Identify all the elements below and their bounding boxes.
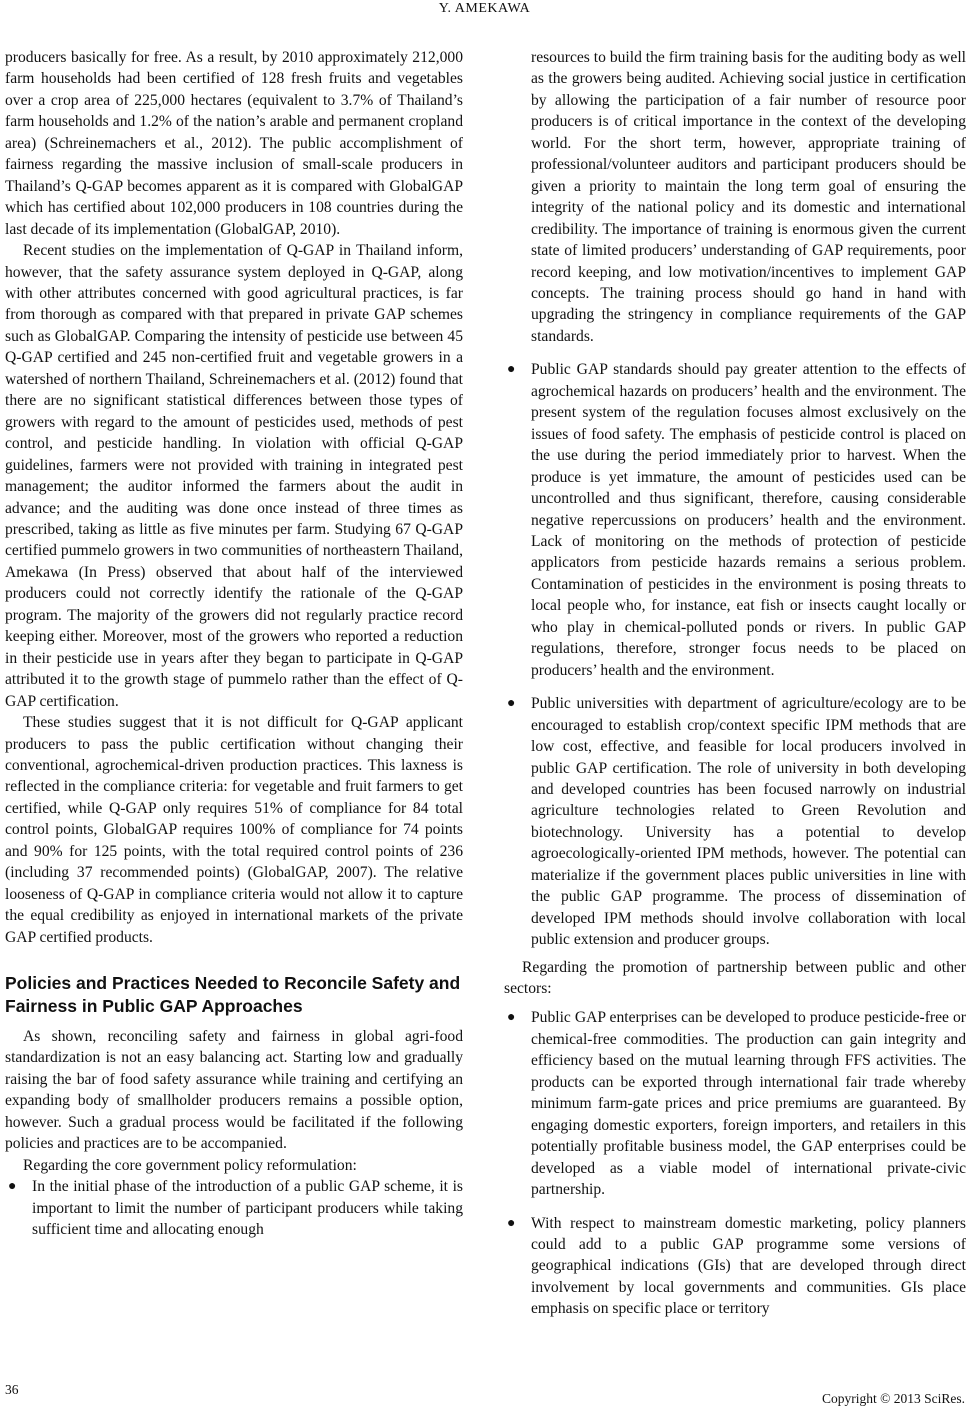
paragraph: Recent studies on the implementation of Q-GAP in Thailand inform, however, that the safety assurance system deployed in Q-GAP, along with other attributes concerned with good agricultural practices, is far from thorough as compared with that prepared in private GAP schemes such as GlobalGAP. Comparing the intensity of pesticide use between 45 Q-GAP certified and 245 non-certified fruit and vegetable growers in a watershed of northern Thailand, Schreinemachers et al. (2012) found that there are no significant statistical differences between those types of growers with regard to the amount of pesticides used, methods of pest control, and pesticide handling. In violation with official Q-GAP guidelines, farmers were not provided with training in integrated pest management; the auditor informed the farmers about the audit in advance; and the auditing was done once instead of three times as prescribed, taking as little as five minutes per farm. Studying 67 Q-GAP certified pummelo growers in two communities of northeastern Thailand, Amekawa (In Press) observed that about half of the interviewed producers could not correctly identify the rationale of the Q-GAP program. The majority of the growers did not regularly practice record keeping either. Moreover, most of the growers who reported a reduction in their pesticide use in years after they began to participate in Q-GAP attributed it to the growth stage of pummelo rather than the effect of Q-GAP certification.	[5, 242, 463, 710]
list-item	[504, 1007, 966, 1200]
list-item	[504, 359, 966, 681]
page-number: 36	[5, 1382, 19, 1397]
bullet-icon: ●	[507, 1010, 516, 1026]
bullet-icon: ●	[507, 1215, 516, 1231]
list-item-text: Public GAP enterprises can be developed to produce pesticide-free or chemical-free commodities. The production can gain integrity and efficiency based on the mutual learning through FFS activities. The products can be exported through international fair trade whereby minimum farm-gate prices and price premiums are guaranteed. By engaging domestic exporters, foreign importers, and retailers in this potentially profitable business model, the GAP enterprises could be developed as a viable model of international private-civic partnership.	[531, 1009, 966, 1199]
right-column	[504, 47, 966, 1320]
list-item-text: Public GAP standards should pay greater attention to the effects of agrochemical hazards on producers’ health and the environment. The present system of the regulation focuses almost exclusively on the issues of food safety. The emphasis of pesticide control is placed on the use during the period immediately prior to harvest. When the produce is yet immature, the amount of pesticides used can be uncontrolled and thus significant, therefore, causing considerable negative repercussions on producers’ health and the environment. Lack of monitoring on the methods of protection of pesticide applicators from pesticide hazards remains a serious problem. Contamination of pesticides in the environment is posing threats to local people who, for instance, eat fish or insects caught locally or who play in chemical-polluted ponds or rivers. In public GAP regulations, therefore, stronger focus needs to be placed on producers’ health and the environment.	[531, 361, 966, 679]
list-item-text: With respect to mainstream domestic marketing, policy planners could add to a public GAP programme some versions of geographical indications (GIs) that are developed through direct involvement by local governments and communities. GIs place emphasis on specific place or territory	[531, 1214, 966, 1318]
paragraph: As shown, reconciling safety and fairness in global agri-food standardization is not an easy balancing act. Starting low and gradually raising the bar of food safety assurance while training and certifying an expanding body of smallholder producers remains a possible option, however. Such a gradual process would be facilitated if the following policies and practices are to be accompanied.	[5, 1028, 463, 1153]
paragraph: Regarding the core government policy reformulation:	[23, 1156, 357, 1174]
bullet-icon: ●	[507, 362, 516, 378]
bullet-list	[5, 1176, 463, 1240]
left-column	[5, 47, 463, 1241]
copyright-notice: Copyright © 2013 SciRes.	[821, 1391, 965, 1406]
list-item	[504, 693, 966, 950]
paragraph: These studies suggest that it is not difficult for Q-GAP applicant producers to pass the public certification without changing their conventional, agrochemical-driven production practices. This laxness is reflected in the compliance criteria: for vegetable and fruit farmers to get certified, while Q-GAP only requires 51% of compliance for 84 total control points, GlobalGAP requires 100% of compliance for 74 points and 90% for 125 points, with the total required control points of 236 (including 37 recommended points) (GlobalGAP, 2007). The relative looseness of Q-GAP in compliance criteria would not allow it to capture the equal credibility as enjoyed in international markets of the private GAP certified products.	[5, 714, 463, 946]
section-heading: Policies and Practices Needed to Reconcile Safety and Fairness in Public GAP Approaches	[5, 973, 461, 1017]
list-item	[5, 1176, 463, 1240]
list-item	[504, 47, 966, 347]
paragraph: producers basically for free. As a result, by 2010 approximately 212,000 farm households had been certified of 128 fresh fruits and vegetables over a crop area of 225,000 hectares (equivalent to 3.7% of Thailand’s farm households and 1.2% of the nation’s arable and permanent cropland area) (Schreinemachers et al., 2012). The public accomplishment of fairness regarding the massive inclusion of small-scale producers in Thailand’s Q-GAP becomes apparent as it is compared with GlobalGAP which has certified about 102,000 producers in 108 countries during the last decade of its implementation (GlobalGAP, 2010).	[5, 49, 463, 238]
bullet-list	[504, 47, 966, 951]
list-item-text: resources to build the firm training basis for the auditing body as well as the growers being audited. Achieving social justice in certification by allowing the participation of a fair number of resource poor producers is of critical importance in the context of the developing world. For the short term, however, appropriate training of professional/volunteer auditors and participant producers should be given a priority to maintain the long term goal of ensuring the integrity of the national policy and its domestic and international credibility. The importance of training is enormous given the current state of limited producers’ understanding of GAP requirements, poor record keeping, and low motivation/incentives to implement GAP concepts. The training process should go hand in hand with upgrading the stringency in compliance requirements of the GAP standards.	[531, 49, 966, 345]
running-head: Y. AMEKAWA	[438, 1, 531, 16]
list-item	[504, 1213, 966, 1320]
paragraph: Regarding the promotion of partnership between public and other sectors:	[504, 958, 966, 998]
bullet-icon: ●	[507, 696, 516, 712]
list-item-text: In the initial phase of the introduction of a public GAP scheme, it is important to limit the number of participant producers while taking sufficient time and allocating enough	[32, 1178, 463, 1239]
list-item-text: Public universities with department of agriculture/ecology are to be encouraged to establish crop/context specific IPM methods that are low cost, effective, and feasible for local producers involved in public GAP certification. The role of university in both developing and developed countries has been focused narrowly on industrial agriculture technologies related to Green Revolution and biotechnology. University has a potential to develop agroecologically-oriented IPM methods, however. The potential can materialize if the government places public universities in line with the public GAP programme. The process of dissemination of developed IPM methods should involve collaboration with local public extension and producer groups.	[531, 695, 966, 949]
bullet-list	[504, 1007, 966, 1319]
bullet-icon: ●	[8, 1179, 17, 1195]
